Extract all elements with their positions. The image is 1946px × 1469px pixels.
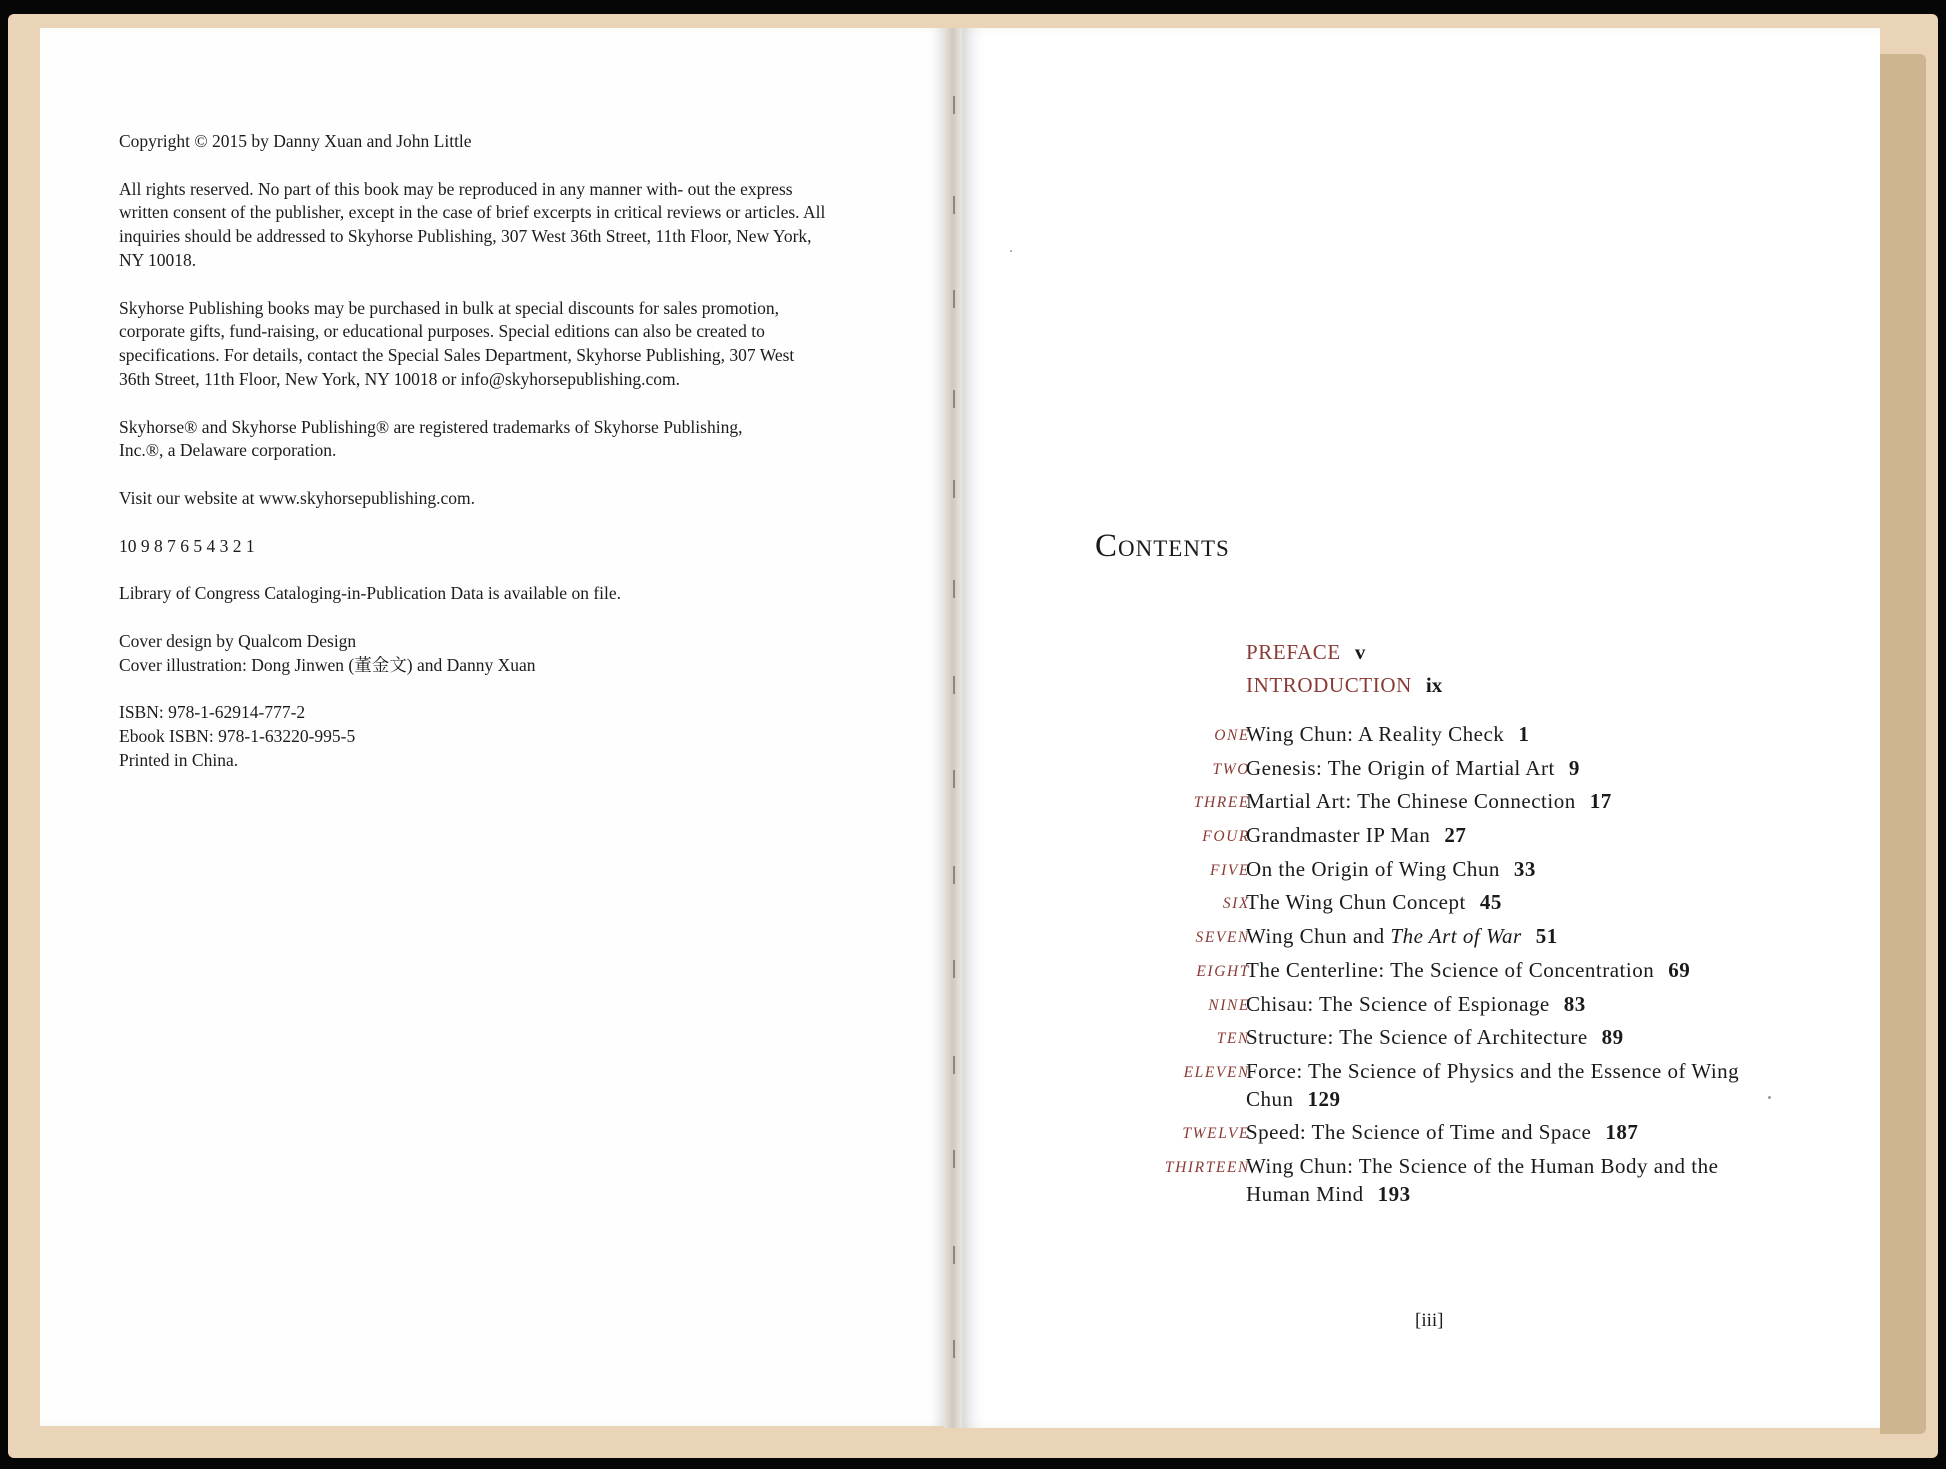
toc-row (1080, 1118, 1870, 1152)
toc-row (1080, 720, 1870, 754)
chapter-title-text: Martial Art: The Chinese Connection (1246, 789, 1576, 814)
binding-stitch (953, 96, 955, 114)
chapter-number: THIRTEEN (1164, 1158, 1250, 1176)
binding-stitch (953, 1340, 955, 1358)
chapter-page-number: 27 (1444, 823, 1467, 848)
chapter-page-number: 9 (1568, 755, 1580, 780)
chapter-title (1246, 821, 1766, 849)
binding-stitch (953, 676, 955, 694)
chapter-title (1246, 1057, 1766, 1113)
chapter-title-text: The Centerline: The Science of Concentration (1246, 957, 1655, 982)
chapter-page-number: 193 (1377, 1181, 1411, 1206)
isbn-line: ISBN: 978-1-62914-777-2 (119, 702, 306, 723)
toc-row (1080, 787, 1870, 821)
contents-heading: Contents (1095, 528, 1230, 564)
ebook-isbn-line: Ebook ISBN: 978-1-63220-995-5 (119, 725, 356, 746)
chapter-page-number: 45 (1479, 890, 1502, 915)
chapter-number: FOUR (1202, 828, 1250, 846)
chapter-number: FIVE (1210, 861, 1250, 879)
binding-stitch (953, 1246, 955, 1264)
chapter-number: NINE (1208, 996, 1250, 1014)
chapter-title-text: Wing Chun: A Reality Check (1246, 722, 1505, 746)
toc-row (1080, 922, 1870, 956)
bulk-sales-paragraph: Skyhorse Publishing books may be purchased in bulk at special discounts for sales promotion, corporate gifts, fund-raising, or educational purposes. Special editions can also be created to specifications. For details, contact the Special Sales Department, Skyhorse Publishing, 307 West 36th Street, 11th Floor, New York, NY 10018 or info@skyhorsepublishing.com. (119, 297, 795, 389)
toc-entry-title: INTRODUCTION (1246, 673, 1412, 697)
chapter-number: TWELVE (1182, 1124, 1250, 1142)
chapter-title (1246, 1118, 1766, 1146)
chapter-page-number: 129 (1307, 1086, 1341, 1111)
toc-row (1080, 855, 1870, 889)
chapter-number: ONE (1214, 727, 1250, 744)
rights-paragraph: All rights reserved. No part of this book may be reproduced in any manner with- out the express written consent of the publisher, except in the case of brief excerpts in critical reviews or articles. All inquiries should be addressed to Skyhorse Publishing, 307 West 36th Street, 11th Floor, New York, NY 10018. (119, 178, 826, 270)
toc-entry-preface (1246, 636, 1442, 669)
binding-stitch (953, 390, 955, 408)
toc-page-number: ix (1425, 673, 1443, 697)
chapter-title-text: Chisau: The Science of Espionage (1246, 991, 1550, 1016)
chapter-page-number: 17 (1589, 789, 1612, 814)
chapter-number: SIX (1222, 895, 1250, 913)
chapter-title (1246, 922, 1766, 950)
front-matter-list (1246, 636, 1442, 702)
printed-line: Printed in China. (119, 749, 239, 770)
chapter-title-text: Speed: The Science of Time and Space (1246, 1119, 1592, 1144)
toc-row (1080, 888, 1870, 922)
trademark-paragraph: Skyhorse® and Skyhorse Publishing® are registered trademarks of Skyhorse Publishing, Inc.®, a Delaware corporation. (119, 416, 743, 461)
binding-stitch (953, 960, 955, 978)
chapter-title-text: On the Origin of Wing Chun (1246, 856, 1500, 881)
chapter-page-number: 187 (1605, 1119, 1639, 1144)
chapter-title (1246, 956, 1846, 984)
chapter-title-italic: The Art of War (1390, 924, 1522, 949)
binding-stitch (953, 1056, 955, 1074)
binding-stitch (953, 1150, 955, 1168)
binding-stitch (953, 580, 955, 598)
cataloging-line: Library of Congress Cataloging-in-Publication Data is available on file. (119, 583, 622, 604)
binding-stitch (953, 770, 955, 788)
toc-row (1080, 821, 1870, 855)
toc-entry-title: PREFACE (1246, 640, 1341, 664)
paper-speck (1010, 250, 1012, 252)
binding-stitch (953, 866, 955, 884)
chapter-title (1246, 990, 1766, 1018)
chapter-title-text: The Wing Chun Concept (1246, 890, 1466, 915)
chapter-page-number: 69 (1668, 957, 1691, 982)
chapter-page-number: 83 (1563, 991, 1586, 1016)
toc-row (1080, 754, 1870, 788)
chapter-title-text: Wing Chun and (1246, 924, 1385, 949)
page-folio: [iii] (1415, 1310, 1444, 1331)
chapter-number: SEVEN (1195, 929, 1250, 947)
printing-number-line: 10 9 8 7 6 5 4 3 2 1 (119, 535, 255, 556)
book-gutter (944, 28, 962, 1428)
cover-edge (1880, 54, 1926, 1434)
copyright-line: Copyright © 2015 by Danny Xuan and John Little (119, 131, 472, 151)
chapter-title (1246, 888, 1766, 916)
copyright-text (119, 130, 849, 796)
chapter-title-text: Force: The Science of Physics and the Essence of Wing Chun (1246, 1058, 1740, 1111)
chapter-number: ELEVEN (1183, 1063, 1250, 1081)
toc-row (1080, 1057, 1870, 1118)
paper-speck (1768, 1096, 1771, 1099)
chapter-number: THREE (1193, 794, 1250, 812)
toc-entry-introduction (1246, 669, 1442, 702)
chapter-page-number: 1 (1518, 722, 1530, 746)
chapter-page-number: 51 (1535, 924, 1558, 949)
website-line: Visit our website at www.skyhorsepublishing.com. (119, 487, 476, 508)
chapter-title (1246, 720, 1766, 748)
binding-stitch (953, 290, 955, 308)
chapter-title (1246, 1023, 1766, 1051)
chapter-title-text: Wing Chun: The Science of the Human Body and the Human Mind (1246, 1153, 1719, 1206)
binding-stitch (953, 480, 955, 498)
chapter-page-number: 33 (1513, 856, 1536, 881)
chapter-title (1246, 855, 1766, 883)
cover-design-line: Cover design by Qualcom Design (119, 630, 357, 651)
chapter-title-text: Genesis: The Origin of Martial Art (1246, 755, 1555, 780)
chapter-page-number: 89 (1601, 1025, 1624, 1050)
toc-row (1080, 990, 1870, 1024)
chapter-title (1246, 754, 1766, 782)
cover-credits (119, 630, 849, 678)
toc-page-number: v (1354, 640, 1366, 664)
binding-stitch (953, 196, 955, 214)
chapter-title (1246, 787, 1766, 815)
chapter-number: EIGHT (1196, 962, 1250, 980)
chapter-list (1080, 720, 1870, 1213)
chapter-title-text: Structure: The Science of Architecture (1246, 1025, 1588, 1050)
toc-row (1080, 956, 1870, 990)
isbn-block (119, 701, 849, 772)
chapter-number: TWO (1212, 760, 1250, 778)
toc-row (1080, 1152, 1870, 1213)
cover-illustration-line: Cover illustration: Dong Jinwen (董金文) and Danny Xuan (119, 654, 536, 675)
toc-row (1080, 1023, 1870, 1057)
chapter-number: TEN (1216, 1030, 1250, 1048)
chapter-title (1246, 1152, 1766, 1208)
chapter-title-text: Grandmaster IP Man (1246, 823, 1431, 848)
